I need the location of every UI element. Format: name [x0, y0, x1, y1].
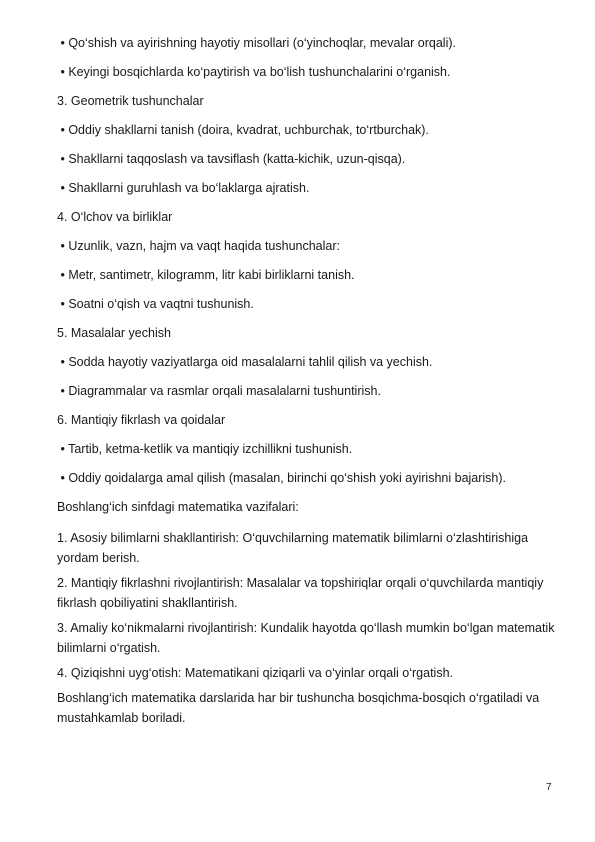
task-paragraph: 3. Amaliy ko‘nikmalarni rivojlantirish: Kundalik hayotda qo‘llash mumkin bo‘lgan matematik bilimlarni o‘rgatish.: [57, 621, 555, 655]
bullet-item: • Oddiy shakllarni tanish (doira, kvadrat, uchburchak, to‘rtburchak).: [57, 123, 429, 137]
closing-paragraph: Boshlang‘ich matematika darslarida har bir tushuncha bosqichma-bosqich o‘rgatiladi va mustahkamlab boriladi.: [57, 691, 540, 725]
section-heading: 3. Geometrik tushunchalar: [57, 94, 204, 108]
bullet-item: • Keyingi bosqichlarda ko‘paytirish va bo‘lish tushunchalarini o‘rganish.: [57, 65, 451, 79]
bullet-item: • Metr, santimetr, kilogramm, litr kabi birliklarni tanish.: [57, 268, 355, 282]
section-heading: 4. O‘lchov va birliklar: [57, 210, 173, 224]
bullet-item: • Soatni o‘qish va vaqtni tushunish.: [57, 297, 254, 311]
task-paragraph: 2. Mantiqiy fikrlashni rivojlantirish: Masalalar va topshiriqlar orqali o‘quvchilarda mantiqiy fikrlash qobiliyatini shakllantirish.: [57, 576, 544, 610]
document-page: [57, 35, 557, 733]
bullet-item: • Uzunlik, vazn, hajm va vaqt haqida tushunchalar:: [57, 239, 341, 253]
page-number: 7: [546, 782, 552, 793]
bullet-item: • Shakllarni taqqoslash va tavsiflash (katta-kichik, uzun-qisqa).: [57, 152, 406, 166]
section-heading: 5. Masalalar yechish: [57, 326, 171, 340]
task-paragraph: 4. Qiziqishni uyg‘otish: Matematikani qiziqarli va o‘yinlar orqali o‘rgatish.: [57, 666, 454, 680]
bullet-item: • Diagrammalar va rasmlar orqali masalalarni tushuntirish.: [57, 384, 381, 398]
bullet-item: • Qo‘shish va ayirishning hayotiy misollari (o‘yinchoqlar, mevalar orqali).: [57, 36, 456, 50]
section-heading: Boshlang‘ich sinfdagi matematika vazifalari:: [57, 500, 299, 514]
bullet-item: • Oddiy qoidalarga amal qilish (masalan, birinchi qo‘shish yoki ayirishni bajarish).: [57, 471, 507, 485]
section-heading: 6. Mantiqiy fikrlash va qoidalar: [57, 413, 226, 427]
bullet-item: • Shakllarni guruhlash va bo‘laklarga ajratish.: [57, 181, 310, 195]
bullet-item: • Tartib, ketma-ketlik va mantiqiy izchillikni tushunish.: [57, 442, 353, 456]
bullet-item: • Sodda hayotiy vaziyatlarga oid masalalarni tahlil qilish va yechish.: [57, 355, 433, 369]
task-paragraph: 1. Asosiy bilimlarni shakllantirish: O‘quvchilarning matematik bilimlarni o‘zlashtirishiga yordam berish.: [57, 531, 529, 565]
